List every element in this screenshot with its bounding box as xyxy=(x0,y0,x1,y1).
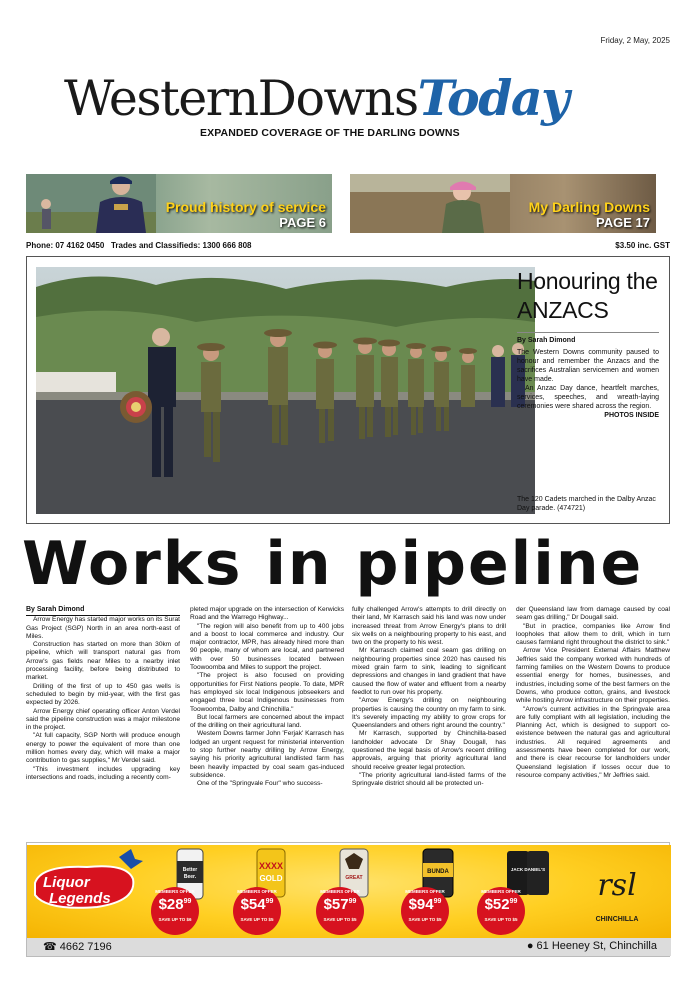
svg-text:JACK DANIEL'S: JACK DANIEL'S xyxy=(510,867,546,872)
main-headline: Works in pipeline xyxy=(22,529,644,599)
promo-page: PAGE 6 xyxy=(279,215,326,230)
deal-offer-label: MEMBERS OFFER xyxy=(237,889,277,894)
deal-price-dollars: $52 xyxy=(484,896,510,913)
feature-paragraph: An Anzac Day dance, heartfelt marches, services, speeches, and wreath-laying ceremonies were shared across the region. xyxy=(517,385,659,410)
phone-icon: ☎ xyxy=(43,941,60,953)
issue-date: Friday, 2 May, 2025 xyxy=(600,36,670,45)
promo-caption xyxy=(166,199,326,230)
story-paragraph: Arrow Vice President External Affairs Matthew Jeffries said the company worked with hundreds of farming families on the Western Downs to produce essential energy for homes, businesses, and industries, including some of the best farmers on the Downs, who produce cotton, grains, and livestock while hosting Arrow infrastructure on their properties. xyxy=(516,647,670,705)
photos-inside-note: PHOTOS INSIDE xyxy=(604,412,659,419)
liquor-legends-ad[interactable] xyxy=(26,842,670,957)
masthead-title-part1: WesternDowns xyxy=(64,70,418,127)
deal-price xyxy=(145,896,205,913)
deal-price-dollars: $94 xyxy=(408,896,434,913)
ad-banner xyxy=(27,845,671,941)
parade-illustration xyxy=(36,267,535,514)
deal-price-dollars: $54 xyxy=(240,896,266,913)
deal-price-dollars: $28 xyxy=(158,896,184,913)
story-paragraph: "The project is also focused on providing opportunities for First Nations people. To date, MPR has employed six local Indigenous jobseekers and engaged three local Indigenous businesses from Toowoomba, Dalby and Chinchilla." xyxy=(190,672,344,713)
story-paragraph: Western Downs farmer John 'Ferjak' Karrasch has lodged an urgent request for ministerial intervention to stop further nearby drilling by Arrow Energy, saying his priority agricultural landlisted farm has been heavily impacted by coal seam gas-induced subsidence. xyxy=(190,730,344,779)
deal-offer-label: MEMBERS OFFER xyxy=(481,889,521,894)
ad-brand-line1: Liquor xyxy=(43,874,90,891)
promo-caption xyxy=(529,199,650,230)
price-burst-icon xyxy=(310,887,370,939)
deal-price xyxy=(395,896,455,913)
woman-in-field-photo xyxy=(350,174,510,233)
deal-price-cents: 99 xyxy=(183,898,192,905)
deal-price xyxy=(471,896,531,913)
story-paragraph: pleted major upgrade on the intersection of Kerwicks Road and the Warrego Highway... xyxy=(190,606,344,622)
feature-byline: By Sarah Dimond xyxy=(517,332,659,344)
price-burst-icon xyxy=(145,887,205,939)
story-paragraph: Construction has started on more than 30km of pipeline, which will transport natural gas from Arrow's gas fields near Miles to a nearby inlet processing facility, before being distributed to market. xyxy=(26,641,180,682)
deal-save-label: SAVE UP TO $5 xyxy=(323,917,357,922)
svg-text:GREAT: GREAT xyxy=(345,875,363,881)
rsl-location: CHINCHILLA xyxy=(595,916,639,923)
svg-text:BUNDA: BUNDA xyxy=(427,869,449,875)
story-column-4 xyxy=(516,606,670,780)
contact-phones: Phone: 07 4162 0450 Trades and Classifieds: 1300 666 808 xyxy=(26,241,252,250)
veteran-photo xyxy=(26,174,156,233)
promo-title: My Darling Downs xyxy=(528,199,650,215)
story-paragraph: fully challenged Arrow's attempts to drill directly on their land, Mr Karrasch said his land was now under increased threat from Arrow Energy's plans to drill six wells on a neighbouring property to his east, and two on the property to his west. xyxy=(352,606,506,647)
ad-phone-number: 4662 7196 xyxy=(59,941,112,953)
masthead-subtitle: EXPANDED COVERAGE OF THE DARLING DOWNS xyxy=(200,127,460,139)
story-column-3 xyxy=(352,606,506,789)
ad-address[interactable] xyxy=(527,940,657,952)
deal-save-label: SAVE UP TO $5 xyxy=(408,917,442,922)
deal-price-cents: 99 xyxy=(433,898,442,905)
feature-paragraph: The Western Downs community paused to honour and remember the Anzacs and the sacrifices Australian servicemen and women have made. xyxy=(517,349,659,383)
promo-page: PAGE 17 xyxy=(596,215,650,230)
ad-footer xyxy=(27,938,671,956)
story-paragraph: der Queensland law from damage caused by coal seam gas drilling," Dr Dougall said. xyxy=(516,606,670,622)
story-paragraph: One of the "Springvale Four" who success- xyxy=(197,780,323,788)
deal-offer-label: MEMBERS OFFER xyxy=(155,889,195,894)
story-paragraph: Arrow Energy chief operating officer Anton Verdel said the pipeline construction was a major milestone in the project. xyxy=(26,707,180,732)
price-deal xyxy=(145,887,205,939)
ad-address-text: 61 Heeney St, Chinchilla xyxy=(536,940,657,952)
deal-save-label: SAVE UP TO $5 xyxy=(240,917,274,922)
feature-body xyxy=(517,348,659,411)
story-paragraph: "The region will also benefit from up to 400 jobs and a boost to local commerce and industry. Our major contractor, MPR, has already hired more than 90 people, many of whom are local, and partnered with over 50 businesses located between Toowoomba and Miles to support the project. xyxy=(190,622,344,672)
deal-price-cents: 99 xyxy=(348,898,357,905)
rsl-chinchilla-logo xyxy=(596,868,639,923)
price-burst-icon xyxy=(227,887,287,939)
masthead xyxy=(60,70,660,140)
story-paragraph: "Arrow's current activities in the Springvale area are fully compliant with all legislation, including the Planning Act, which is designed to support co-existence between the natural gas and agricultural industries. All required agreements and assessments have been completed for our work, and there is clear recourse for landholders under Queensland legislation if losses occur due to resource company activities," Mr Jeffries said. xyxy=(516,705,670,779)
deal-save-label: SAVE UP TO $6 xyxy=(158,917,192,922)
deal-price xyxy=(227,896,287,913)
deal-price xyxy=(310,896,370,913)
deal-price-cents: 99 xyxy=(265,898,274,905)
ad-phone[interactable] xyxy=(43,940,112,953)
story-paragraph: "The priority agricultural land-listed farms of the Springvale district should all be protected un- xyxy=(352,771,506,788)
price-burst-icon xyxy=(395,887,455,939)
promo-proud-history[interactable] xyxy=(26,174,332,233)
promo-title: Proud history of service xyxy=(165,199,326,215)
promo-my-darling-downs[interactable] xyxy=(350,174,656,233)
story-paragraph: Arrow Energy has started major works on its Surat Gas Project (SGP) North in an area north-east of Miles. xyxy=(26,616,180,640)
main-story xyxy=(26,606,670,838)
photo-caption: The 120 Cadets marched in the Dalby Anzac Day parade. (474721) xyxy=(517,496,656,512)
ad-brand-line2: Legends xyxy=(49,890,111,907)
story-column-1 xyxy=(26,606,180,782)
story-paragraph: "This investment includes upgrading key intersections and roads, including a recently com- xyxy=(26,765,180,781)
story-paragraph: "Arrow Energy's drilling on neighbouring properties is causing the country on my farm to sink. It's severely impacting my ability to grow crops for Queenslanders and others right around the country." xyxy=(352,697,506,730)
deal-offer-label: MEMBERS OFFER xyxy=(320,889,360,894)
story-paragraph: Mr Karrasch, supported by Chinchilla-based landholder advocate Dr Shay Dougall, has questioned the legal basis of Arrow's recent drilling approvals, arguing that priority agricultural land should receive greater legal protection. xyxy=(352,730,506,771)
deal-price-dollars: $57 xyxy=(323,896,349,913)
deal-save-label: SAVE UP TO $5 xyxy=(484,917,518,922)
masthead-title-part2: Today xyxy=(417,69,569,127)
story-paragraph: "At full capacity, SGP North will produce enough energy to power the equivalent of more than one million homes every day, which will make a major contribution to gas supplies," Mr Verdel said. xyxy=(26,732,180,765)
deal-offer-label: MEMBERS OFFER xyxy=(405,889,445,894)
story-column-2 xyxy=(190,606,344,789)
svg-text:XXXX: XXXX xyxy=(258,861,284,871)
feature-title: Honouring the ANZACS xyxy=(517,268,658,323)
rsl-mark: rsl xyxy=(597,868,637,903)
cover-price: $3.50 inc. GST xyxy=(615,241,670,250)
story-paragraph: Drilling of the first of up to 450 gas wells is scheduled to begin by mid-year, with the first gas expected by 2026. xyxy=(26,682,180,707)
price-burst-icon xyxy=(471,887,531,939)
feature-anzac xyxy=(26,256,670,524)
masthead-title xyxy=(64,70,568,127)
liquor-legends-logo xyxy=(35,849,143,908)
story-byline: By Sarah Dimond xyxy=(26,606,180,616)
location-pin-icon: ● xyxy=(526,940,537,952)
anzac-parade-photo[interactable] xyxy=(36,267,535,514)
story-paragraph: But local farmers are concerned about the impact of the drilling on their agricultural land. xyxy=(190,713,344,730)
feature-sidebar xyxy=(517,267,659,419)
deal-price-cents: 99 xyxy=(509,898,518,905)
story-paragraph: Mr Karrasch claimed coal seam gas drilling on neighbouring properties since 2020 has caused his mixed grain farm to sink, leading to significant depressions and changes in land gradient that have caused the flow of water and effluent from a nearby feedlot to run over his property. xyxy=(352,647,506,696)
price-deal xyxy=(395,887,455,939)
svg-text:Beer.: Beer. xyxy=(183,874,197,880)
contact-bar xyxy=(26,241,670,250)
svg-text:Better: Better xyxy=(182,867,198,873)
svg-text:GOLD: GOLD xyxy=(259,874,283,883)
story-paragraph: "But in practice, companies like Arrow find loopholes that allow them to drill, which in turn causes farmland right throughout the district to sink." xyxy=(516,622,670,647)
price-deal xyxy=(471,887,531,939)
price-deal xyxy=(310,887,370,939)
price-deal xyxy=(227,887,287,939)
